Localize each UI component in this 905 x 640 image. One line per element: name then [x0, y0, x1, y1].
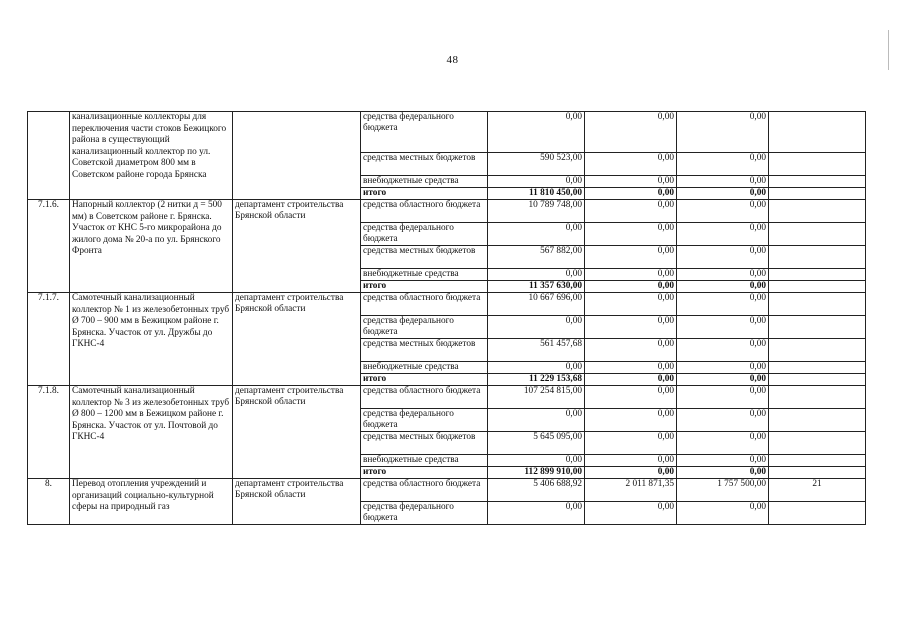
funding-source-cell: итого [361, 188, 488, 200]
amount-year-3-cell: 0,00 [677, 246, 769, 269]
indicator-cell [769, 455, 866, 467]
indicator-cell [769, 386, 866, 409]
department-cell: департамент строительства Брянской области [233, 293, 361, 386]
amount-year-2-cell: 0,00 [585, 316, 677, 339]
amount-year-3-cell: 0,00 [677, 409, 769, 432]
amount-total-cell: 0,00 [488, 112, 585, 153]
funding-source-cell: средства областного бюджета [361, 293, 488, 316]
amount-year-3-cell: 0,00 [677, 176, 769, 188]
amount-total-cell: 107 254 815,00 [488, 386, 585, 409]
indicator-cell [769, 223, 866, 246]
amount-year-3-cell: 0,00 [677, 223, 769, 246]
indicator-cell [769, 246, 866, 269]
amount-year-2-cell: 0,00 [585, 176, 677, 188]
item-number-cell: 7.1.7. [28, 293, 70, 386]
funding-source-cell: внебюджетные средства [361, 176, 488, 188]
amount-year-3-cell: 0,00 [677, 293, 769, 316]
amount-year-2-cell: 0,00 [585, 386, 677, 409]
amount-year-3-cell: 0,00 [677, 316, 769, 339]
amount-year-2-cell: 0,00 [585, 339, 677, 362]
amount-year-2-cell: 0,00 [585, 455, 677, 467]
indicator-cell [769, 339, 866, 362]
amount-total-cell: 561 457,68 [488, 339, 585, 362]
indicator-cell [769, 316, 866, 339]
department-cell: департамент строительства Брянской области [233, 200, 361, 293]
amount-year-2-cell: 0,00 [585, 153, 677, 176]
amount-total-cell: 11 357 630,00 [488, 281, 585, 293]
amount-year-2-cell: 0,00 [585, 246, 677, 269]
funding-source-cell: средства местных бюджетов [361, 153, 488, 176]
amount-total-cell: 0,00 [488, 269, 585, 281]
amount-total-cell: 11 810 450,00 [488, 188, 585, 200]
amount-year-3-cell: 0,00 [677, 386, 769, 409]
item-number-cell: 8. [28, 479, 70, 525]
funding-source-cell: средства областного бюджета [361, 200, 488, 223]
amount-total-cell: 0,00 [488, 223, 585, 246]
indicator-cell [769, 281, 866, 293]
scan-edge-line [888, 30, 889, 70]
amount-total-cell: 567 882,00 [488, 246, 585, 269]
indicator-cell: 21 [769, 479, 866, 502]
amount-year-3-cell: 0,00 [677, 200, 769, 223]
table-row [28, 200, 866, 223]
item-name-cell: Самотечный канализационный коллектор № 3 из железобетонных труб Ø 800 – 1200 мм в Бежицком районе г. Брянска. Участок от ул. Почтовой до ГКНС-4 [70, 386, 233, 479]
amount-total-cell: 0,00 [488, 362, 585, 374]
page-number: 48 [446, 54, 459, 66]
funding-source-cell: средства областного бюджета [361, 386, 488, 409]
amount-total-cell: 0,00 [488, 502, 585, 525]
amount-total-cell: 0,00 [488, 316, 585, 339]
indicator-cell [769, 362, 866, 374]
amount-total-cell: 590 523,00 [488, 153, 585, 176]
amount-year-2-cell: 0,00 [585, 362, 677, 374]
indicator-cell [769, 502, 866, 525]
funding-source-cell: внебюджетные средства [361, 362, 488, 374]
indicator-cell [769, 112, 866, 153]
funding-source-cell: средства местных бюджетов [361, 432, 488, 455]
amount-total-cell: 11 229 153,68 [488, 374, 585, 386]
amount-year-3-cell: 0,00 [677, 153, 769, 176]
amount-year-2-cell: 0,00 [585, 293, 677, 316]
item-number-cell: 7.1.8. [28, 386, 70, 479]
amount-total-cell: 5 645 095,00 [488, 432, 585, 455]
department-cell: департамент строительства Брянской области [233, 479, 361, 525]
funding-source-cell: средства федерального бюджета [361, 502, 488, 525]
indicator-cell [769, 374, 866, 386]
amount-total-cell: 5 406 688,92 [488, 479, 585, 502]
funding-source-cell: средства федерального бюджета [361, 112, 488, 153]
amount-year-3-cell: 0,00 [677, 362, 769, 374]
amount-total-cell: 0,00 [488, 455, 585, 467]
funding-source-cell: средства федерального бюджета [361, 316, 488, 339]
indicator-cell [769, 467, 866, 479]
amount-year-3-cell: 0,00 [677, 112, 769, 153]
amount-year-2-cell: 0,00 [585, 409, 677, 432]
amount-year-3-cell: 0,00 [677, 339, 769, 362]
amount-year-2-cell: 0,00 [585, 502, 677, 525]
amount-year-2-cell: 0,00 [585, 374, 677, 386]
amount-total-cell: 10 789 748,00 [488, 200, 585, 223]
amount-year-2-cell: 0,00 [585, 112, 677, 153]
indicator-cell [769, 176, 866, 188]
item-number-cell: 7.1.6. [28, 200, 70, 293]
table-row [28, 479, 866, 502]
amount-total-cell: 112 899 910,00 [488, 467, 585, 479]
funding-table [27, 111, 866, 525]
amount-year-2-cell: 0,00 [585, 281, 677, 293]
amount-year-3-cell: 0,00 [677, 467, 769, 479]
indicator-cell [769, 293, 866, 316]
funding-source-cell: средства местных бюджетов [361, 339, 488, 362]
amount-year-3-cell: 0,00 [677, 432, 769, 455]
indicator-cell [769, 409, 866, 432]
department-cell: департамент строительства Брянской области [233, 386, 361, 479]
amount-year-3-cell: 0,00 [677, 188, 769, 200]
amount-total-cell: 0,00 [488, 409, 585, 432]
amount-year-2-cell: 0,00 [585, 269, 677, 281]
amount-total-cell: 0,00 [488, 176, 585, 188]
amount-year-3-cell: 0,00 [677, 269, 769, 281]
item-name-cell: Перевод отопления учреждений и организаций социально-культурной сферы на природный газ [70, 479, 233, 525]
amount-year-2-cell: 0,00 [585, 432, 677, 455]
table-row [28, 112, 866, 153]
funding-source-cell: внебюджетные средства [361, 455, 488, 467]
amount-year-3-cell: 0,00 [677, 502, 769, 525]
funding-source-cell: средства областного бюджета [361, 479, 488, 502]
funding-source-cell: средства федерального бюджета [361, 223, 488, 246]
amount-year-3-cell: 1 757 500,00 [677, 479, 769, 502]
amount-total-cell: 10 667 696,00 [488, 293, 585, 316]
funding-source-cell: внебюджетные средства [361, 269, 488, 281]
amount-year-2-cell: 0,00 [585, 223, 677, 246]
amount-year-3-cell: 0,00 [677, 374, 769, 386]
indicator-cell [769, 188, 866, 200]
funding-source-cell: итого [361, 281, 488, 293]
table-row [28, 293, 866, 316]
item-number-cell [28, 112, 70, 200]
funding-source-cell: средства федерального бюджета [361, 409, 488, 432]
indicator-cell [769, 200, 866, 223]
amount-year-2-cell: 2 011 871,35 [585, 479, 677, 502]
item-name-cell: Напорный коллектор (2 нитки д = 500 мм) в Советском районе г. Брянска. Участок от КНС 5-го микрорайона до жилого дома № 20-а по ул. Брянского Фронта [70, 200, 233, 293]
amount-year-3-cell: 0,00 [677, 455, 769, 467]
funding-source-cell: средства местных бюджетов [361, 246, 488, 269]
amount-year-3-cell: 0,00 [677, 281, 769, 293]
amount-year-2-cell: 0,00 [585, 200, 677, 223]
department-cell [233, 112, 361, 200]
indicator-cell [769, 432, 866, 455]
indicator-cell [769, 153, 866, 176]
table-row [28, 386, 866, 409]
funding-source-cell: итого [361, 374, 488, 386]
funding-source-cell: итого [361, 467, 488, 479]
amount-year-2-cell: 0,00 [585, 188, 677, 200]
indicator-cell [769, 269, 866, 281]
amount-year-2-cell: 0,00 [585, 467, 677, 479]
item-name-cell: канализационные коллекторы для переключения части стоков Бежицкого района в существующий канализационный коллектор по ул. Советской диаметром 800 мм в Советском районе города Брянска [70, 112, 233, 200]
item-name-cell: Самотечный канализационный коллектор № 1 из железобетонных труб Ø 700 – 900 мм в Бежицком районе г. Брянска. Участок от ул. Дружбы до ГКНС-4 [70, 293, 233, 386]
